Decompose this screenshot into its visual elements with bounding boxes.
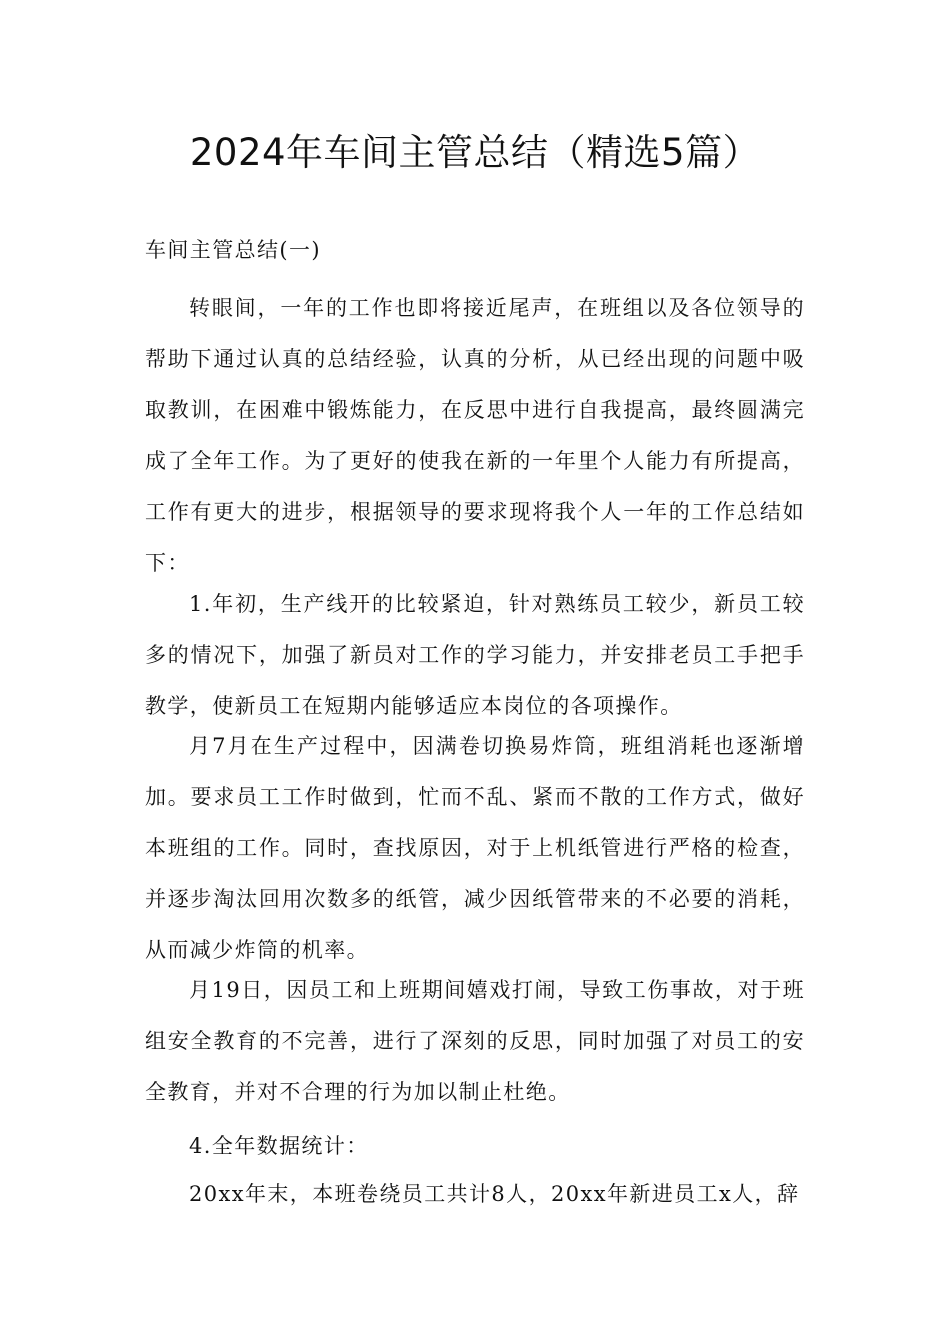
- document-title: 2024年车间主管总结（精选5篇）: [189, 131, 761, 174]
- paragraph-staff-stats: 20xx年末，本班卷绕员工共计8人，20xx年新进员工x人，辞: [189, 1182, 800, 1206]
- paragraph-accident: 月19日，因员工和上班期间嬉戏打闹，导致工伤事故，对于班组安全教育的不完善，进行了深刻的反思，同时加强了对员工的安全教育，并对不合理的行为加以制止杜绝。: [145, 978, 805, 1104]
- paragraph-item-1: 1.年初，生产线开的比较紧迫，针对熟练员工较少，新员工较多的情况下，加强了新员对工作的学习能力，并安排老员工手把手教学，使新员工在短期内能够适应本岗位的各项操作。: [145, 592, 805, 718]
- paragraph-july: 月7月在生产过程中，因满卷切换易炸筒，班组消耗也逐渐增加。要求员工工作时做到，忙而不乱、紧而不散的工作方式，做好本班组的工作。同时，查找原因，对于上机纸管进行严格的检查，并逐步淘汰回用次数多的纸管，减少因纸管带来的不必要的消耗，从而减少炸筒的机率。: [145, 734, 805, 962]
- section-heading: 车间主管总结(一): [145, 238, 321, 262]
- paragraph-item-4-heading: 4.全年数据统计：: [189, 1134, 369, 1158]
- paragraph-intro: 转眼间，一年的工作也即将接近尾声，在班组以及各位领导的帮助下通过认真的总结经验，认真的分析，从已经出现的问题中吸取教训，在困难中锻炼能力，在反思中进行自我提高，最终圆满完成了全年工作。为了更好的使我在新的一年里个人能力有所提高，工作有更大的进步，根据领导的要求现将我个人一年的工作总结如下：: [145, 296, 805, 575]
